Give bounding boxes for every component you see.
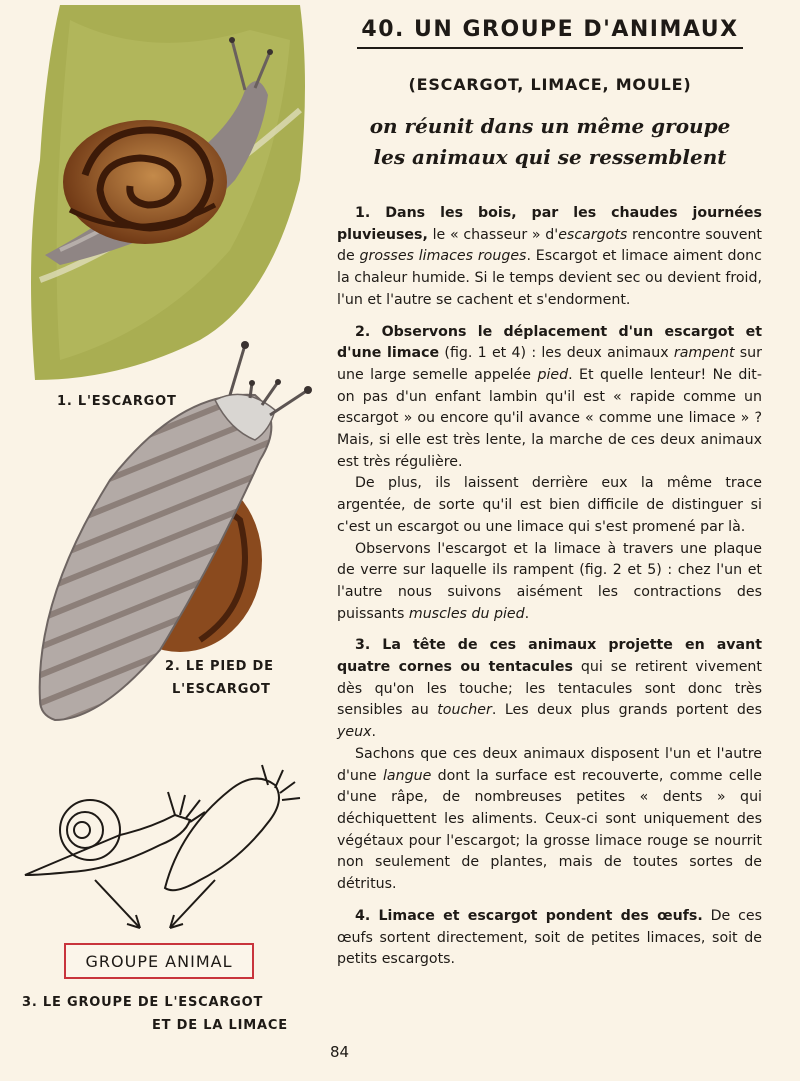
snail-on-leaf-illustration — [31, 5, 305, 380]
motto-line-2: les animaux qui se ressemblent — [373, 145, 727, 169]
fig3-caption-line2: ET DE LA LIMACE — [152, 1018, 288, 1033]
section-4-paragraph: 4. Limace et escargot pondent des œufs. De ces œufs sortent directement, soit de petites limaces, soit de petits escargots. — [337, 907, 762, 968]
page-subtitle: (ESCARGOT, LIMACE, MOULE) — [408, 75, 692, 94]
section-4-lead: 4. Limace et escargot pondent des œufs. — [355, 907, 703, 924]
section-1-paragraph: 1. Dans les bois, par les chaudes journées pluvieuses, le « chasseur » d'escargots rencontre souvent de grosses limaces rouges. Escargot et limace aiment donc la chaleur humide. Si le temps devient sec ou devient froid, l'un et l'autre se cachent et s'endorment. — [337, 205, 762, 308]
section-3-lead: 3. La tête de ces animaux projette en avant quatre cornes ou tentacules — [337, 637, 762, 676]
groupe-animal-box: GROUPE ANIMAL — [64, 943, 254, 979]
section-2-paragraph-3: Observons l'escargot et la limace à travers une plaque de verre sur laquelle ils rampent (fig. 2 et 5) : chez l'un et l'autre nous suivons aisément les contractions des puissants muscles du pied. — [337, 540, 762, 622]
section-1-lead: 1. Dans les bois, par les chaudes journées pluvieuses, — [337, 205, 762, 243]
section-3-paragraph-2: Sachons que ces deux animaux disposent l'un et l'autre d'une langue dont la surface est recouverte, comme celle d'une râpe, de nombreuses petites « dents » qui déchiquettent les aliments. Ceux-ci sont uniquement des végétaux pour l'escargot; la grosse limace rouge se nourrit non seulement de plantes, mais de toutes sortes de détritus. — [337, 745, 762, 893]
body-text — [337, 203, 762, 971]
motto-line-1: on réunit dans un même groupe — [369, 114, 731, 138]
section-2-paragraph-2: De plus, ils laissent derrière eux la même trace argentée, de sorte qu'il est bien difficile de distinguer si c'est un escargot ou une limace qui s'est promené par là. — [337, 475, 762, 535]
fig2-caption-line2: L'ESCARGOT — [172, 682, 271, 697]
group-line-drawing — [25, 765, 300, 928]
section-3-paragraph: 3. La tête de ces animaux projette en avant quatre cornes ou tentacules qui se retirent vivement dès qu'on les touche; les tentacules sont donc très sensibles au toucher. Les deux plus grands portent des yeux. — [337, 637, 762, 741]
section-2-lead: 2. Observons le déplacement d'un escargot et d'une limace — [337, 323, 762, 362]
page-number: 84 — [330, 1043, 350, 1061]
fig3-caption-line1: 3. LE GROUPE DE L'ESCARGOT — [22, 995, 264, 1010]
section-2-paragraph: 2. Observons le déplacement d'un escargot et d'une limace (fig. 1 et 4) : les deux animaux rampent sur une large semelle appelée pied. Et quelle lenteur! Ne dit-on pas d'un enfant lambin qu'il est « rapide comme un escargot » ou encore qu'il avance « comme une limace » ? Mais, si elle est très lente, la marche de ces deux animaux est très régulière. — [337, 323, 762, 470]
page-title: 40. UN GROUPE D'ANIMAUX — [357, 16, 743, 49]
illustrations-column — [0, 0, 330, 1081]
fig1-caption: 1. L'ESCARGOT — [57, 394, 177, 409]
fig2-caption-line1: 2. LE PIED DE — [165, 659, 274, 674]
